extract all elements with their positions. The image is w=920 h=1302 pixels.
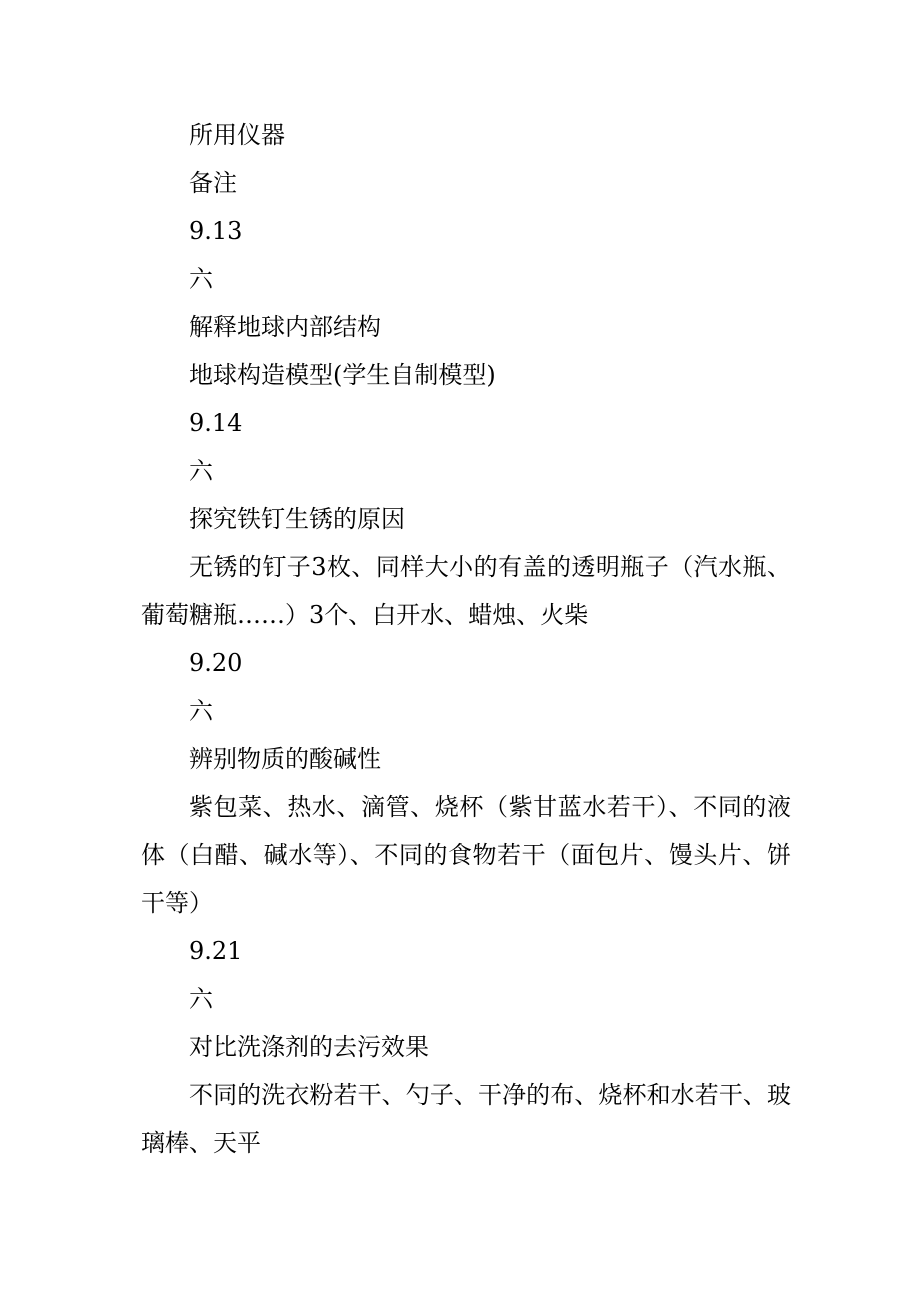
paragraph-grade: 六 [189, 265, 213, 293]
document-body [141, 111, 791, 1167]
paragraph-grade: 六 [189, 457, 213, 485]
paragraph-experiment-title: 探究铁钉生锈的原因 [189, 505, 405, 533]
paragraph-grade: 六 [189, 697, 213, 725]
paragraph-materials: 不同的洗衣粉若干、勺子、干净的布、烧杯和水若干、玻璃棒、天平 [141, 1081, 791, 1157]
paragraph-date: 9.14 [189, 409, 243, 437]
paragraph-instruments-heading: 所用仪器 [189, 121, 285, 149]
paragraph-date: 9.20 [189, 649, 243, 677]
paragraph-materials: 紫包菜、热水、滴管、烧杯（紫甘蓝水若干）、不同的液体（白醋、碱水等）、不同的食物若干（面包片、馒头片、饼干等） [141, 793, 791, 917]
paragraph-experiment-title: 辨别物质的酸碱性 [189, 745, 381, 773]
paragraph-grade: 六 [189, 985, 213, 1013]
paragraph-experiment-title: 解释地球内部结构 [189, 313, 381, 341]
paragraph-date: 9.13 [189, 217, 243, 245]
paragraph-remarks-heading: 备注 [189, 169, 237, 197]
paragraph-materials: 无锈的钉子3枚、同样大小的有盖的透明瓶子（汽水瓶、葡萄糖瓶……）3个、白开水、蜡烛、火柴 [141, 553, 791, 629]
paragraph-date: 9.21 [189, 937, 243, 965]
paragraph-experiment-title: 对比洗涤剂的去污效果 [189, 1033, 429, 1061]
paragraph-materials: 地球构造模型(学生自制模型) [189, 361, 496, 389]
